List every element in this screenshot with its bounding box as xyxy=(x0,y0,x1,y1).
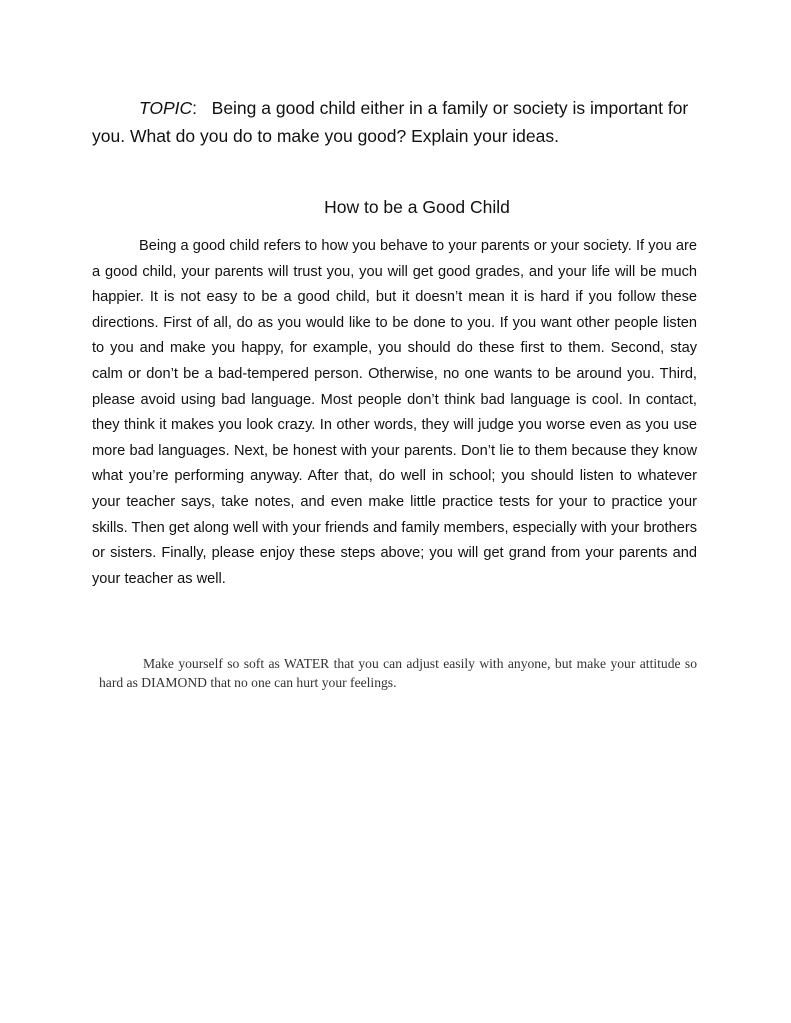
essay-body: Being a good child refers to how you behave to your parents or your society. If you are a good child, your parents will trust you, you will get good grades, and your life will be much happier. It is not easy to be a good child, but it doesn’t mean it is hard if you follow these directions. First of all, do as you would like to be done to you. If you want other people listen to you and make you happy, for example, you should do these first to them. Second, stay calm or don’t be a bad-tempered person. Otherwise, no one wants to be around you. Third, please avoid using bad language. Most people don’t think bad language is cool. In contact, they think it makes you look crazy. In other words, they will judge you worse even as you use more bad languages. Next, be honest with your parents. Don’t lie to them because they know what you’re performing anyway. After that, do well in school; you should listen to whatever your teacher says, take notes, and even make little practice tests for your to practice your skills. Then get along well with your friends and family members, especially with your brothers or sisters. Finally, please enjoy these steps above; you will get grand from your parents and your teacher as well. xyxy=(92,238,697,587)
topic-colon: : xyxy=(192,98,198,118)
closing-quote: Make yourself so soft as WATER that you can adjust easily with anyone, but make your attitude so hard as DIAMOND that no one can hurt your feelings. xyxy=(99,656,697,690)
essay-title: How to be a Good Child xyxy=(324,197,510,217)
topic-paragraph xyxy=(92,94,702,150)
topic-label: TOPIC xyxy=(139,98,193,118)
topic-text: Being a good child either in a family or society is important for you. What do you do to make you good? Explain your ideas. xyxy=(92,98,689,146)
